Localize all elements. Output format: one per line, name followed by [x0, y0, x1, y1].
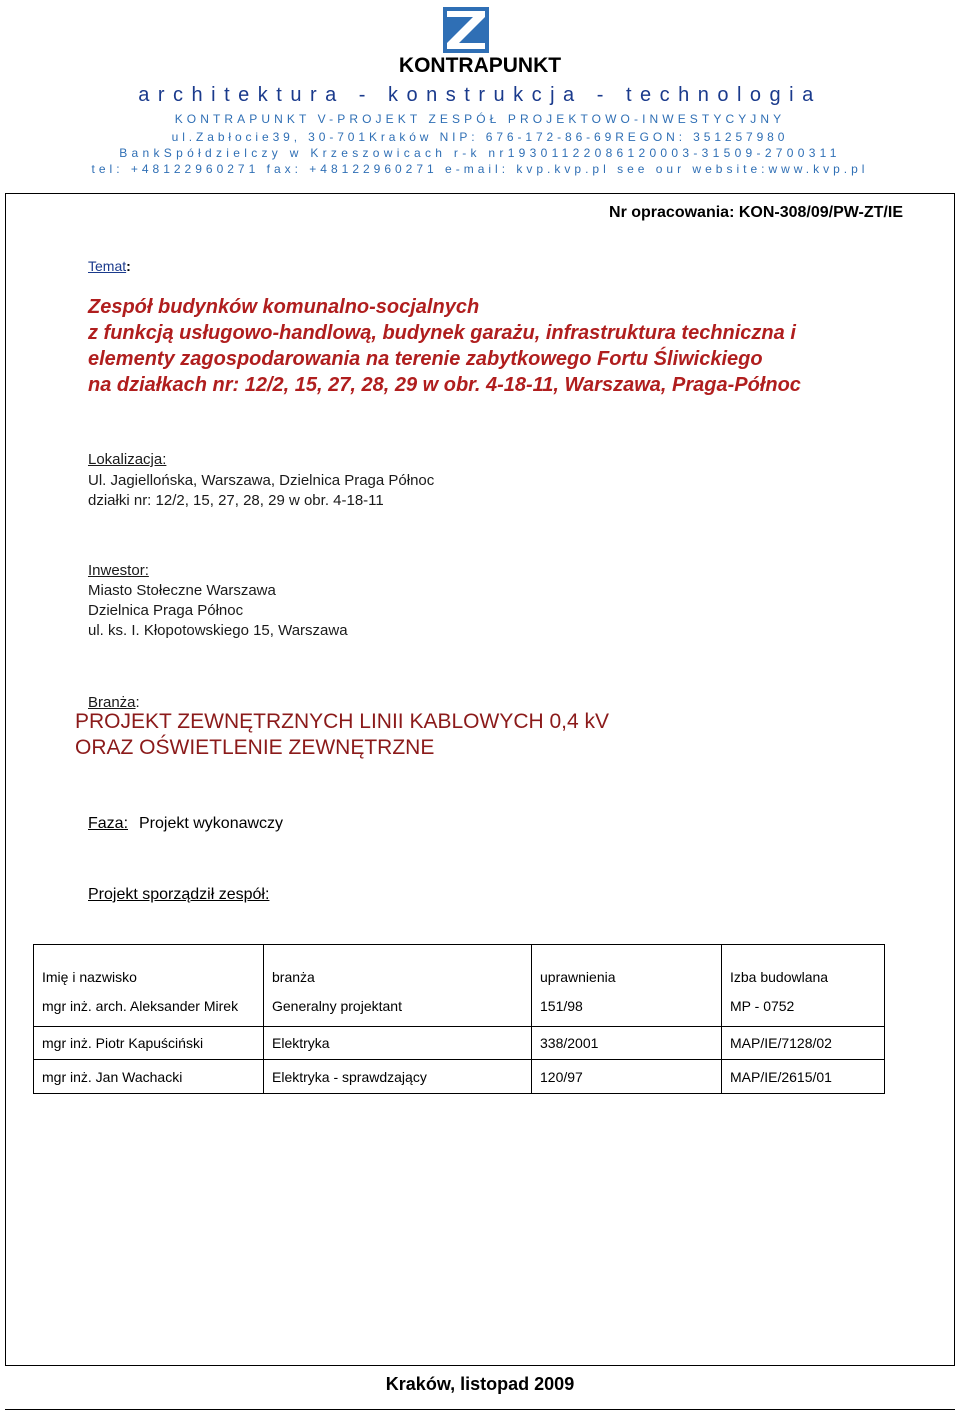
- branza-line: ORAZ OŚWIETLENIE ZEWNĘTRZNE: [75, 736, 435, 759]
- table-cell: MAP/IE/2615/01: [722, 1060, 885, 1094]
- table-cell: Elektryka: [264, 1027, 532, 1060]
- table-cell: Generalny projektant: [264, 986, 532, 1027]
- branza-label: [88, 694, 140, 711]
- faza-label: Faza:: [88, 815, 129, 832]
- temat-label: [88, 258, 131, 274]
- address-line: ul.Zabłocie39, 30-701Kraków NIP: 676-172-86-69REGON: 351257980: [171, 130, 789, 144]
- table-cell: mgr inż. arch. Aleksander Mirek: [34, 986, 264, 1027]
- inwestor-line: ul. ks. I. Kłopotowskiego 15, Warszawa: [88, 622, 348, 639]
- bottom-rule: [5, 1409, 955, 1410]
- faza-value: Projekt wykonawczy: [139, 815, 284, 832]
- company-line: KONTRAPUNKT V-PROJEKT ZESPÓŁ PROJEKTOWO-INWESTYCYJNY: [174, 112, 786, 126]
- table-cell: Elektryka - sprawdzający: [264, 1060, 532, 1094]
- inwestor-label: Inwestor:: [88, 562, 149, 579]
- zespol-label: Projekt sporządził zespół:: [88, 886, 270, 903]
- title-line: Zespół budynków komunalno-socjalnych: [88, 296, 480, 318]
- table-row: [34, 1060, 885, 1094]
- table-cell: mgr inż. Jan Wachacki: [34, 1060, 264, 1094]
- table-cell: MAP/IE/7128/02: [722, 1027, 885, 1060]
- lokalizacja-label: Lokalizacja:: [88, 451, 167, 468]
- lokalizacja-line: Ul. Jagiellońska, Warszawa, Dzielnica Praga Północ: [88, 472, 435, 489]
- header-cell: Imię i nazwisko: [34, 945, 264, 987]
- table-cell: mgr inż. Piotr Kapuściński: [34, 1027, 264, 1060]
- brand-name: KONTRAPUNKT: [398, 54, 562, 77]
- table-row: [34, 1027, 885, 1060]
- title-line: z funkcją usługowo-handlową, budynek garażu, infrastruktura techniczna i: [88, 322, 796, 344]
- branza-line: PROJEKT ZEWNĘTRZNYCH LINII KABLOWYCH 0,4 kV: [75, 710, 610, 733]
- branza-label-text: Branża: [88, 694, 136, 711]
- title-line: elementy zagospodarowania na terenie zabytkowego Fortu Śliwickiego: [88, 348, 763, 370]
- tagline: architektura - konstrukcja - technologia: [138, 84, 822, 106]
- table-row: [34, 986, 885, 1027]
- header-cell: Izba budowlana: [722, 945, 885, 987]
- temat-label-text: Temat: [88, 258, 127, 274]
- project-title: [88, 294, 938, 398]
- kontrapunkt-logo-icon: [443, 7, 489, 53]
- inwestor-line: Miasto Stołeczne Warszawa: [88, 582, 276, 599]
- inwestor-line: Dzielnica Praga Północ: [88, 602, 244, 619]
- header-cell: branża: [264, 945, 532, 987]
- footer-place-date: Kraków, listopad 2009: [385, 1374, 575, 1394]
- header-cell: uprawnienia: [532, 945, 722, 987]
- temat-colon: :: [126, 258, 131, 274]
- team-table: [33, 944, 885, 1094]
- document-number: Nr opracowania: KON-308/09/PW-ZT/IE: [609, 204, 903, 221]
- table-cell: 338/2001: [532, 1027, 722, 1060]
- table-header-row: [34, 945, 885, 987]
- table-cell: 151/98: [532, 986, 722, 1027]
- title-line: na działkach nr: 12/2, 15, 27, 28, 29 w obr. 4-18-11, Warszawa, Praga-Północ: [88, 374, 801, 396]
- bank-line: BankSpółdzielczy w Krzeszowicach r-k nr19301122086120003-31509-2700311: [119, 146, 841, 160]
- contact-line: tel: +48122960271 fax: +48122960271 e-mail: kvp.kvp.pl see our website:www.kvp.pl: [91, 162, 869, 176]
- branza-colon: :: [135, 694, 140, 711]
- table-cell: MP - 0752: [722, 986, 885, 1027]
- lokalizacja-line: działki nr: 12/2, 15, 27, 28, 29 w obr. 4-18-11: [88, 492, 384, 509]
- table-cell: 120/97: [532, 1060, 722, 1094]
